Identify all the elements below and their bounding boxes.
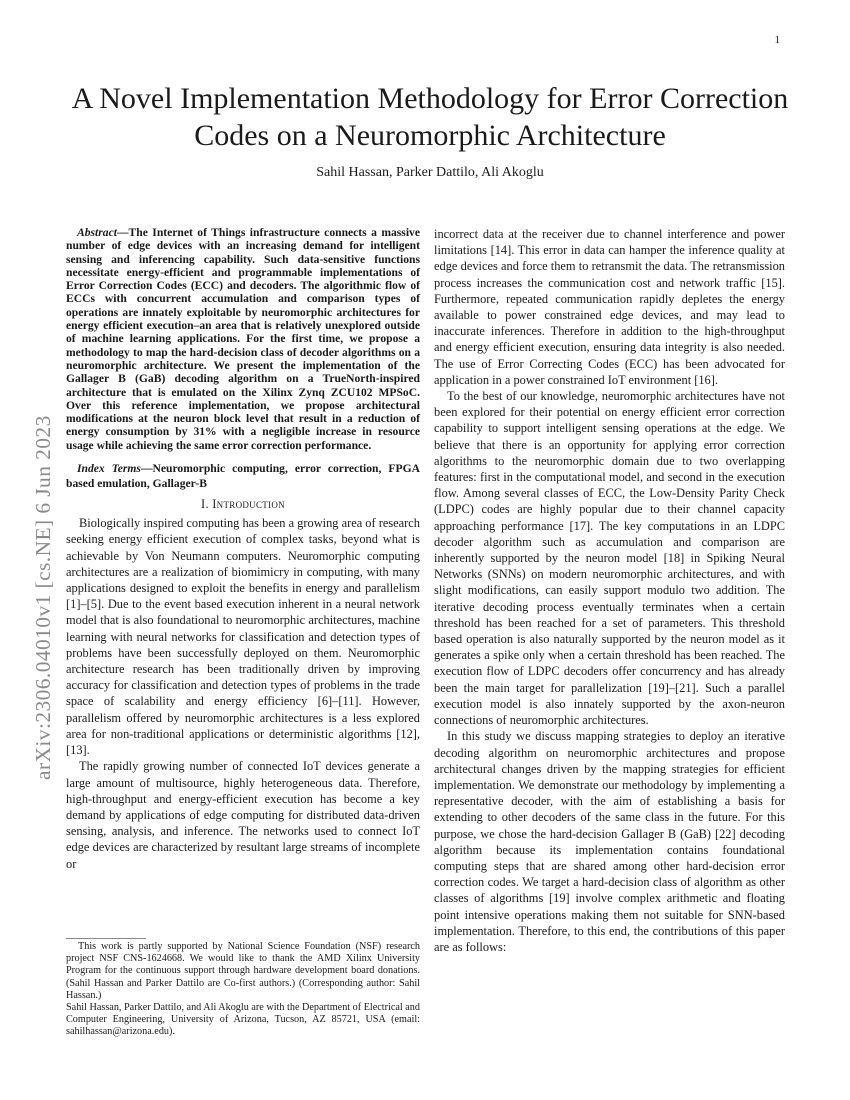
author-list: Sahil Hassan, Parker Dattilo, Ali Akoglu [316,165,544,180]
index-terms-text: —Neuromorphic computing, error correction, FPGA based emulation, Gallager-B [66,462,420,491]
arxiv-identifier-stamp: arXiv:2306.04010v1 [cs.NE] 6 Jun 2023 [31,415,55,780]
footnote-affiliation: Sahil Hassan, Parker Dattilo, and Ali Akoglu are with the Department of Electrical and Computer Engineering, University of Arizona, Tucson, AZ 85721, USA (email: sahilhassan@arizona.edu). [66,1002,420,1038]
index-terms-label: Index Terms [77,462,141,476]
body-paragraph: The rapidly growing number of connected IoT devices generate a large amount of multisource, highly heterogeneous data. Therefore, high-throughput and energy-efficient execution has become a key demand by applications of edge computing for distributed data-driven sensing, analysis, and inference. The networks used to connect IoT edge devices are characterized by resultant large streams of incomplete or [66,759,420,871]
footnote-rule [66,938,146,939]
abstract [66,226,420,452]
footnote-funding: This work is partly supported by National Science Foundation (NSF) research project NSF CNS-1624668. We would like to thank the AMD Xilinx University Program for the continuous support through hardware development board donations. (Sahil Hassan and Parker Dattilo are Co-first authors.) (Corresponding author: Sahil Hassan.) [66,941,420,1001]
footnotes [66,938,420,1039]
body-paragraph: Biologically inspired computing has been a growing area of research seeking energy efficient execution of complex tasks, beyond what is achievable by Von Neumann computers. Neuromorphic computing architectures are a realization of biomimicry in computing, with many applications designed to exploit the benefits in energy and parallelism [1]–[5]. Due to the event based execution inherent in a neural network model that is also foundational to neuromorphic architectures, machine learning with neural networks for classification and detection types of problems have been successfully deployed on them. Neuromorphic architecture research has been traditionally driven by improving accuracy for classification and detection types of problems in the trade space of scalability and energy efficiency [6]–[11]. However, parallelism offered by neuromorphic architectures is a less explored area for non-traditional applications or deterministic algorithms [12], [13]. [66,516,420,758]
section-heading-introduction: I. Introduction [201,497,285,512]
page-number: 1 [774,34,780,46]
body-paragraph: incorrect data at the receiver due to channel interference and power limitations [14]. This error in data can hamper the inference quality at edge devices and force them to retransmit the data. The retransmission process increases the communication cost and network traffic [15]. Furthermore, repeated communication rapidly depletes the energy available to power constrained edge devices, and may lead to inaccurate inferences. Therefore in addition to the high-throughput and energy efficient execution, ensuring data integrity is also needed. The use of Error Correcting Codes (ECC) has been advocated for application in a power constrained IoT environment [16]. [434,227,785,387]
body-paragraph: To the best of our knowledge, neuromorphic architectures have not been explored for their potential on energy efficient error correction capability to support intelligent sensing operations at the edge. We believe that there is an opportunity for applying error correction algorithms to the neuromorphic domain due to two overlapping features: first in the computational model, and second in the execution flow. Among several classes of ECC, the Low-Density Parity Check (LDPC) codes are highly popular due to their channel capacity approaching performance [17]. The key computations in an LDPC decoder algorithm such as accumulation and comparison are inherently supported by the neuron model [18] in Spiking Neural Networks (SNNs) on modern neuromorphic architectures, and with slight modifications, can easily support modulo two addition. The iterative decoding process eventually terminates when a certain threshold has been reached for a set of parameters. This threshold based operation is also naturally supported by the neuron model as it generates a spike only when a certain threshold has been reached. The execution flow of LDPC decoders offer concurrency and has already been the main target for parallelization [19]–[21]. Such a parallel execution model is also innately supported by the axon-neuron connections of neuromorphic architectures. [434,389,785,728]
right-column [434,226,785,955]
abstract-label: Abstract [77,226,117,239]
paper-title: A Novel Implementation Methodology for Error Correction Codes on a Neuromorphic Architecture [71,82,789,152]
body-paragraph: In this study we discuss mapping strategies to deploy an iterative decoding algorithm on neuromorphic architectures and propose architectural changes driven by the mapping strategies for efficient implementation. We demonstrate our methodology by implementing a representative decoder, with the aim of establishing a basis for extending to other decoders of the same class in the future. For this purpose, we chose the hard-decision Gallager B (GaB) [22] decoding algorithm because its implementation contains foundational computing steps that are shared among other hard-decision error correction codes. We target a hard-decision class of algorithm as other classes of algorithms [19] involve complex arithmetic and floating point intensive operations making them not suitable for SNN-based implementation. Therefore, to this end, the contributions of this paper are as follows: [434,729,785,954]
abstract-text: —The Internet of Things infrastructure connects a massive number of edge devices with an increasing demand for intelligent sensing and inferencing capability. Such data-sensitive functions necessitate energy-efficient and programmable implementations of Error Correction Codes (ECC) and decoders. The algorithmic flow of ECCs with concurrent accumulation and comparison types of operations are innately exploitable by neuromorphic architectures for energy efficient execution–an area that is relatively unexplored outside of machine learning applications. For the first time, we propose a methodology to map the hard-decision class of decoder algorithms on a neuromorphic architecture. We present the implementation of the Gallager B (GaB) decoding algorithm on a TrueNorth-inspired architecture that is emulated on the Xilinx Zynq ZCU102 MPSoC. Over this reference implementation, we propose architectural modifications at the neuron block level that result in a reduction of energy consumption by 31% with a negligible increase in resource usage while achieving the same error correction performance. [66,226,420,452]
index-terms [66,461,420,491]
left-column [66,226,420,872]
